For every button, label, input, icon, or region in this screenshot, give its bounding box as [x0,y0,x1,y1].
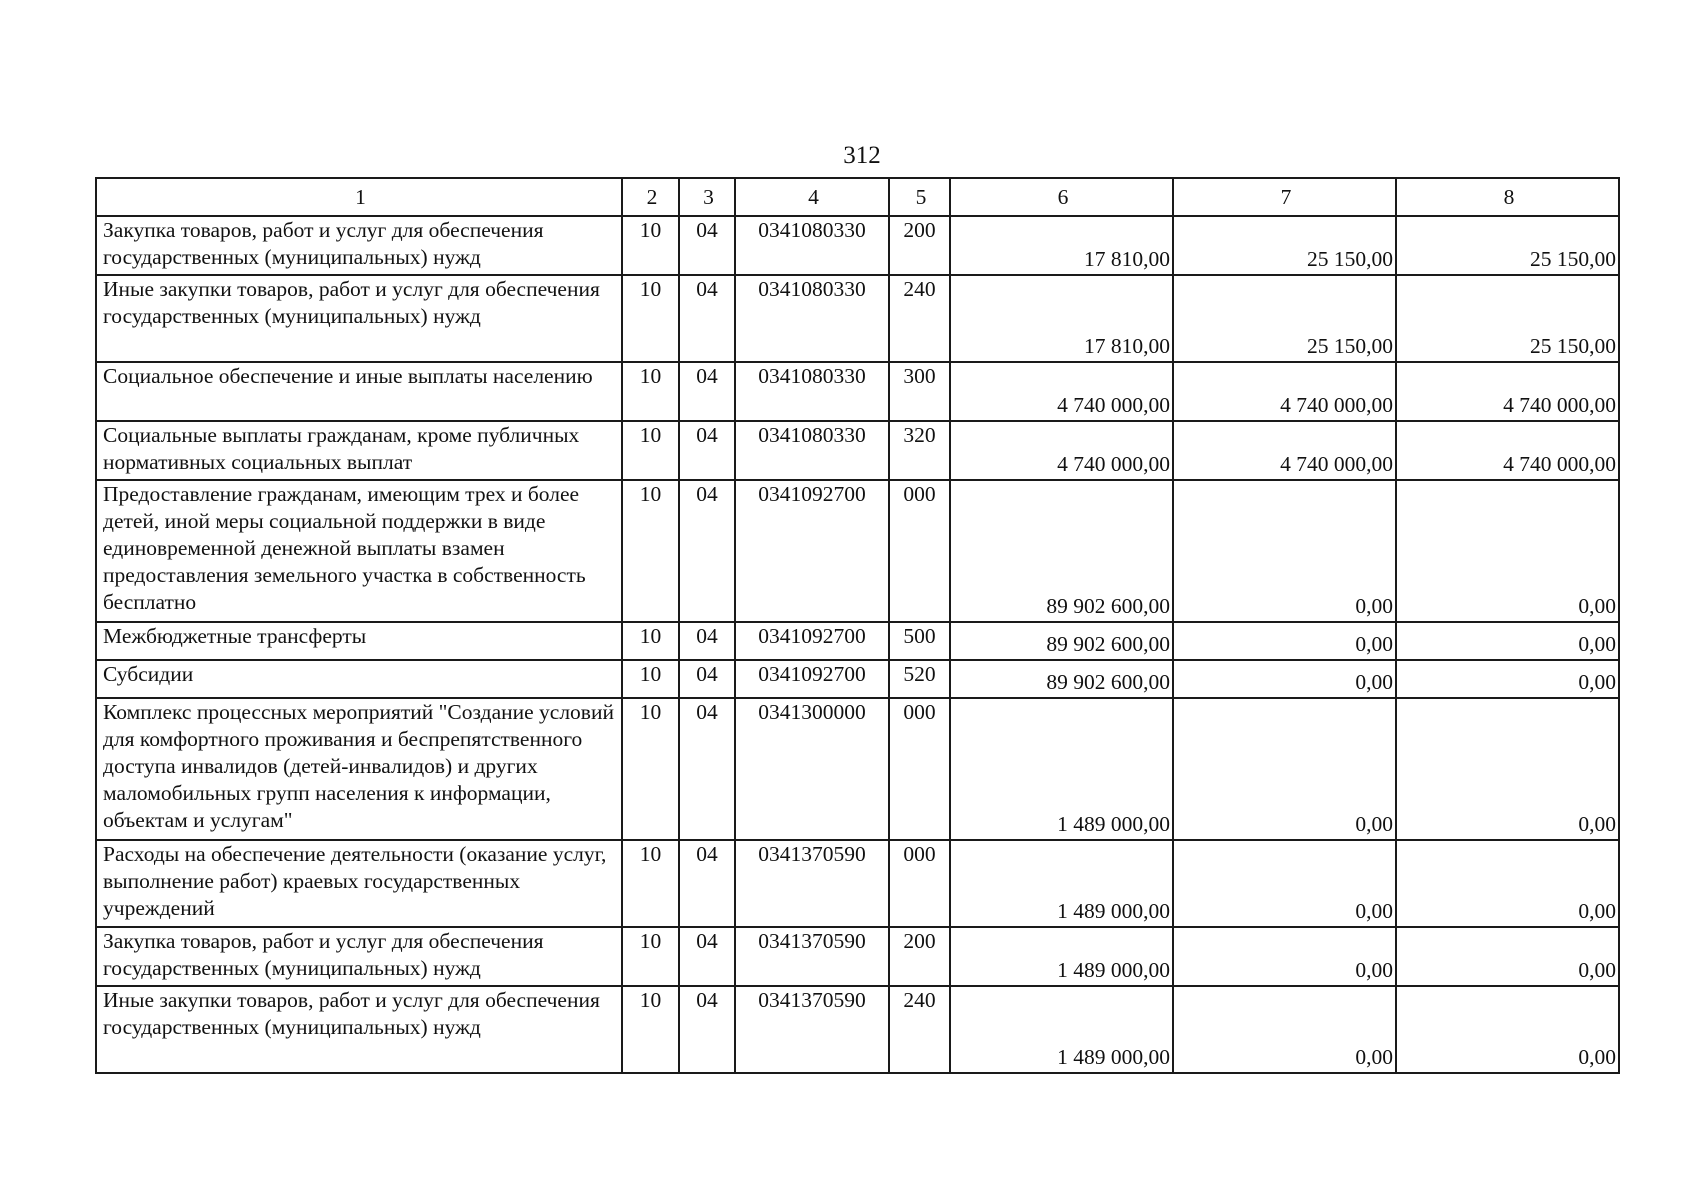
row-amount-1: 89 902 600,00 [950,480,1173,622]
row-subsection: 04 [679,986,735,1073]
row-subsection: 04 [679,660,735,698]
row-amount-2: 0,00 [1173,698,1396,840]
row-name: Закупка товаров, работ и услуг для обеспечения государственных (муниципальных) нужд [96,927,622,986]
row-target-article: 0341092700 [735,480,889,622]
row-amount-3: 0,00 [1396,698,1619,840]
row-target-article: 0341080330 [735,275,889,362]
row-amount-3: 0,00 [1396,986,1619,1073]
row-amount-1: 1 489 000,00 [950,840,1173,927]
column-header: 5 [889,178,950,216]
row-target-article: 0341370590 [735,986,889,1073]
row-amount-1: 4 740 000,00 [950,362,1173,421]
table-row [96,216,1619,275]
row-target-article: 0341080330 [735,362,889,421]
row-section: 10 [622,275,679,362]
row-subsection: 04 [679,622,735,660]
row-target-article: 0341370590 [735,840,889,927]
row-amount-2: 25 150,00 [1173,275,1396,362]
row-subsection: 04 [679,480,735,622]
row-amount-1: 17 810,00 [950,275,1173,362]
row-amount-2: 0,00 [1173,622,1396,660]
row-amount-3: 25 150,00 [1396,216,1619,275]
row-expense-type: 240 [889,986,950,1073]
row-name: Расходы на обеспечение деятельности (оказание услуг, выполнение работ) краевых государственных учреждений [96,840,622,927]
row-subsection: 04 [679,698,735,840]
row-amount-3: 0,00 [1396,927,1619,986]
row-subsection: 04 [679,216,735,275]
row-amount-3: 25 150,00 [1396,275,1619,362]
row-section: 10 [622,927,679,986]
row-section: 10 [622,660,679,698]
row-amount-3: 0,00 [1396,660,1619,698]
column-header: 6 [950,178,1173,216]
row-amount-1: 1 489 000,00 [950,927,1173,986]
row-target-article: 0341300000 [735,698,889,840]
row-expense-type: 320 [889,421,950,480]
row-expense-type: 520 [889,660,950,698]
row-section: 10 [622,480,679,622]
row-amount-3: 0,00 [1396,480,1619,622]
table-row [96,622,1619,660]
row-subsection: 04 [679,927,735,986]
row-subsection: 04 [679,421,735,480]
row-expense-type: 240 [889,275,950,362]
row-amount-2: 0,00 [1173,986,1396,1073]
row-target-article: 0341080330 [735,216,889,275]
column-header: 2 [622,178,679,216]
page-number: 312 [843,142,881,169]
row-expense-type: 000 [889,840,950,927]
row-amount-2: 4 740 000,00 [1173,362,1396,421]
table-row [96,480,1619,622]
row-name: Межбюджетные трансферты [96,622,622,660]
row-name: Иные закупки товаров, работ и услуг для обеспечения государственных (муниципальных) нужд [96,275,622,362]
row-amount-2: 25 150,00 [1173,216,1396,275]
row-target-article: 0341092700 [735,622,889,660]
row-amount-1: 89 902 600,00 [950,660,1173,698]
row-amount-2: 4 740 000,00 [1173,421,1396,480]
row-name: Предоставление гражданам, имеющим трех и более детей, иной меры социальной поддержки в виде единовременной денежной выплаты взамен предоставления земельного участка в собственность бесплатно [96,480,622,622]
row-subsection: 04 [679,275,735,362]
row-subsection: 04 [679,362,735,421]
row-amount-1: 1 489 000,00 [950,986,1173,1073]
row-amount-1: 4 740 000,00 [950,421,1173,480]
row-amount-2: 0,00 [1173,480,1396,622]
row-section: 10 [622,986,679,1073]
row-expense-type: 000 [889,480,950,622]
row-amount-3: 4 740 000,00 [1396,362,1619,421]
row-target-article: 0341080330 [735,421,889,480]
row-amount-3: 0,00 [1396,840,1619,927]
column-header: 4 [735,178,889,216]
row-name: Иные закупки товаров, работ и услуг для обеспечения государственных (муниципальных) нужд [96,986,622,1073]
row-amount-3: 4 740 000,00 [1396,421,1619,480]
row-name: Социальное обеспечение и иные выплаты населению [96,362,622,421]
row-amount-2: 0,00 [1173,927,1396,986]
row-name: Комплекс процессных мероприятий "Создание условий для комфортного проживания и беспрепятственного доступа инвалидов (детей-инвалидов) и других маломобильных групп населения к информации, объектам и услугам" [96,698,622,840]
row-amount-2: 0,00 [1173,840,1396,927]
row-name: Субсидии [96,660,622,698]
row-target-article: 0341370590 [735,927,889,986]
row-amount-1: 17 810,00 [950,216,1173,275]
table-row [96,986,1619,1073]
row-subsection: 04 [679,840,735,927]
row-expense-type: 200 [889,216,950,275]
row-section: 10 [622,622,679,660]
row-expense-type: 500 [889,622,950,660]
row-name: Закупка товаров, работ и услуг для обеспечения государственных (муниципальных) нужд [96,216,622,275]
table-row [96,660,1619,698]
row-section: 10 [622,216,679,275]
table-row [96,840,1619,927]
row-expense-type: 000 [889,698,950,840]
row-expense-type: 300 [889,362,950,421]
row-expense-type: 200 [889,927,950,986]
table-row [96,698,1619,840]
column-header: 7 [1173,178,1396,216]
row-name: Социальные выплаты гражданам, кроме публичных нормативных социальных выплат [96,421,622,480]
table-row [96,362,1619,421]
row-amount-1: 89 902 600,00 [950,622,1173,660]
row-section: 10 [622,840,679,927]
row-section: 10 [622,362,679,421]
column-header: 8 [1396,178,1619,216]
column-header: 1 [96,178,622,216]
budget-table [95,177,1620,1074]
row-section: 10 [622,698,679,840]
table-row [96,421,1619,480]
row-amount-2: 0,00 [1173,660,1396,698]
row-amount-1: 1 489 000,00 [950,698,1173,840]
table-row [96,927,1619,986]
table-row [96,275,1619,362]
row-amount-3: 0,00 [1396,622,1619,660]
table-header-row [96,178,1619,216]
row-section: 10 [622,421,679,480]
row-target-article: 0341092700 [735,660,889,698]
column-header: 3 [679,178,735,216]
